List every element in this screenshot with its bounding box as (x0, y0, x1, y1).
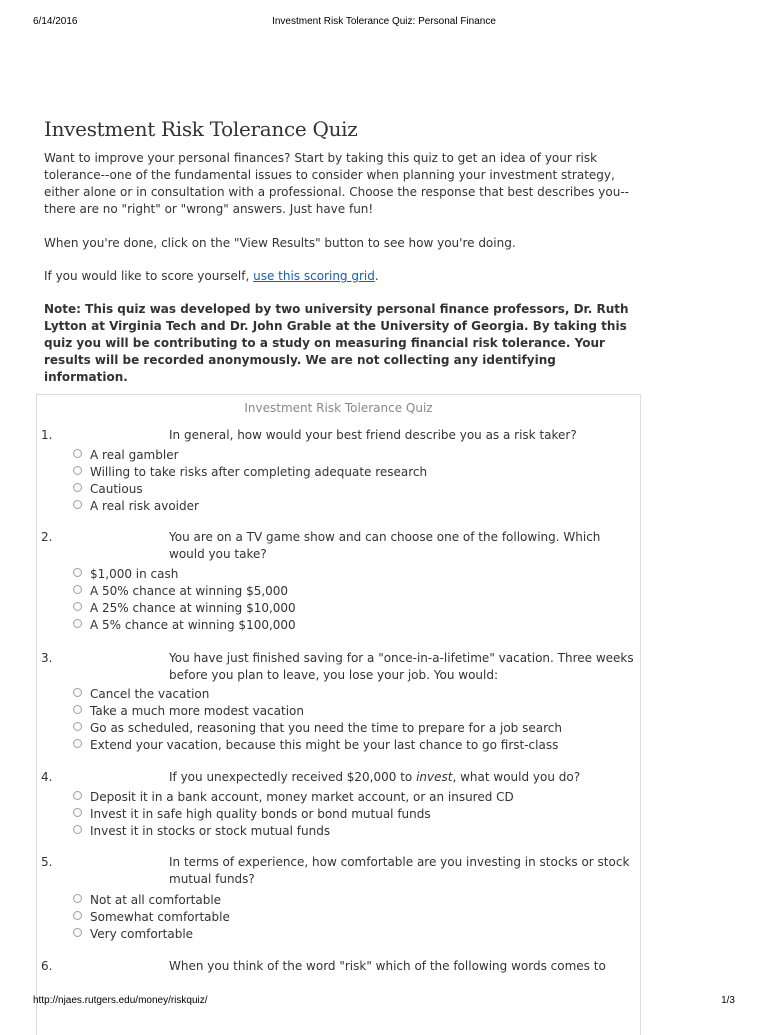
option[interactable] (73, 892, 230, 909)
option-label: Take a much more modest vacation (90, 704, 304, 718)
question-4-options (73, 789, 514, 840)
question-number: 4. (41, 770, 53, 784)
scoring-grid-link[interactable]: use this scoring grid (253, 269, 375, 283)
print-title: Investment Risk Tolerance Quiz: Personal Finance (272, 16, 496, 27)
option[interactable] (73, 909, 230, 926)
note-paragraph: Note: This quiz was developed by two university personal finance professors, Dr. Ruth Lytton at Virginia Tech and Dr. John Grable at the University of Georgia. By taking this quiz you will be contributing to a study on measuring financial risk tolerance. Your results will be recorded anonymously. We are not collecting any identifying information. (44, 302, 629, 384)
scoring-suffix: . (374, 269, 379, 283)
question-3-options (73, 686, 562, 754)
question-number: 3. (41, 651, 53, 665)
option-label: A 25% chance at winning $10,000 (90, 601, 296, 615)
option-label: Willing to take risks after completing adequate research (90, 465, 428, 479)
radio-button[interactable] (73, 739, 82, 748)
print-footer (33, 995, 735, 1009)
option-label: A 50% chance at winning $5,000 (90, 584, 289, 598)
question-number: 1. (41, 428, 53, 442)
option[interactable] (73, 447, 427, 464)
option-label: Go as scheduled, reasoning that you need the time to prepare for a job search (90, 721, 562, 735)
option-label: A 5% chance at winning $100,000 (90, 618, 296, 632)
question-2-options (73, 566, 296, 634)
radio-button[interactable] (73, 449, 82, 458)
quiz-title: Investment Risk Tolerance Quiz (244, 401, 433, 415)
instructions-paragraph: When you're done, click on the "View Results" button to see how you're doing. (44, 236, 516, 250)
intro-paragraph: Want to improve your personal finances? Start by taking this quiz to get an idea of your risk tolerance--one of the fundamental issues to consider when planning your investment strategy, either alone or in consultation with a professional. Choose the response that best describes you--there are no "right" or "wrong" answers. Just have fun! (44, 151, 629, 216)
radio-button[interactable] (73, 928, 82, 937)
radio-button[interactable] (73, 808, 82, 817)
question-number: 6. (41, 959, 53, 973)
option[interactable] (73, 583, 296, 600)
option-label: Cancel the vacation (90, 687, 210, 701)
radio-button[interactable] (73, 911, 82, 920)
radio-button[interactable] (73, 500, 82, 509)
radio-button[interactable] (73, 619, 82, 628)
option[interactable] (73, 926, 230, 943)
print-date: 6/14/2016 (33, 16, 78, 27)
option[interactable] (73, 703, 562, 720)
option-label: A real gambler (90, 448, 179, 462)
quiz-form (36, 394, 641, 1035)
option-label: Extend your vacation, because this might be your last chance to go first-class (90, 738, 559, 752)
radio-button[interactable] (73, 483, 82, 492)
question-text: In general, how would your best friend describe you as a risk taker? (169, 428, 577, 442)
option[interactable] (73, 737, 562, 754)
option[interactable] (73, 498, 427, 515)
print-page-number: 1/3 (721, 995, 735, 1006)
scoring-text: If you would like to score yourself, (44, 269, 254, 283)
print-header (33, 16, 735, 30)
option[interactable] (73, 720, 562, 737)
question-text: You have just finished saving for a "once-in-a-lifetime" vacation. Three weeks before you plan to leave, you lose your job. You would: (169, 651, 634, 682)
radio-button[interactable] (73, 705, 82, 714)
radio-button[interactable] (73, 894, 82, 903)
question-5-options (73, 892, 230, 943)
option[interactable] (73, 789, 514, 806)
option-label: Deposit it in a bank account, money market account, or an insured CD (90, 790, 514, 804)
option-label: A real risk avoider (90, 499, 199, 513)
question-text: When you think of the word "risk" which of the following words comes to (169, 959, 606, 973)
question-text-end: , what would you do? (452, 770, 581, 784)
radio-button[interactable] (73, 688, 82, 697)
option-label: Invest it in stocks or stock mutual funds (90, 824, 331, 838)
question-text: In terms of experience, how comfortable are you investing in stocks or stock mutual funds? (169, 855, 630, 886)
option-label: $1,000 in cash (90, 567, 179, 581)
radio-button[interactable] (73, 825, 82, 834)
option-label: Not at all comfortable (90, 893, 222, 907)
option[interactable] (73, 686, 562, 703)
option-label: Very comfortable (90, 927, 194, 941)
option[interactable] (73, 566, 296, 583)
option[interactable] (73, 823, 514, 840)
question-text (169, 769, 639, 786)
question-text-emphasis: invest (416, 770, 453, 784)
radio-button[interactable] (73, 791, 82, 800)
print-url: http://njaes.rutgers.edu/money/riskquiz/ (33, 995, 208, 1006)
radio-button[interactable] (73, 602, 82, 611)
page-title: Investment Risk Tolerance Quiz (44, 117, 358, 141)
question-1-options (73, 447, 427, 515)
radio-button[interactable] (73, 585, 82, 594)
option[interactable] (73, 806, 514, 823)
radio-button[interactable] (73, 466, 82, 475)
question-text-start: If you unexpectedly received $20,000 to (169, 770, 417, 784)
article (44, 116, 640, 386)
option[interactable] (73, 481, 427, 498)
option[interactable] (73, 600, 296, 617)
option-label: Cautious (90, 482, 143, 496)
question-number: 5. (41, 855, 53, 869)
option[interactable] (73, 464, 427, 481)
option[interactable] (73, 617, 296, 634)
question-number: 2. (41, 530, 53, 544)
option-label: Somewhat comfortable (90, 910, 230, 924)
radio-button[interactable] (73, 722, 82, 731)
radio-button[interactable] (73, 568, 82, 577)
scoring-paragraph (44, 268, 640, 285)
question-text: You are on a TV game show and can choose one of the following. Which would you take? (169, 530, 601, 561)
option-label: Invest it in safe high quality bonds or bond mutual funds (90, 807, 431, 821)
